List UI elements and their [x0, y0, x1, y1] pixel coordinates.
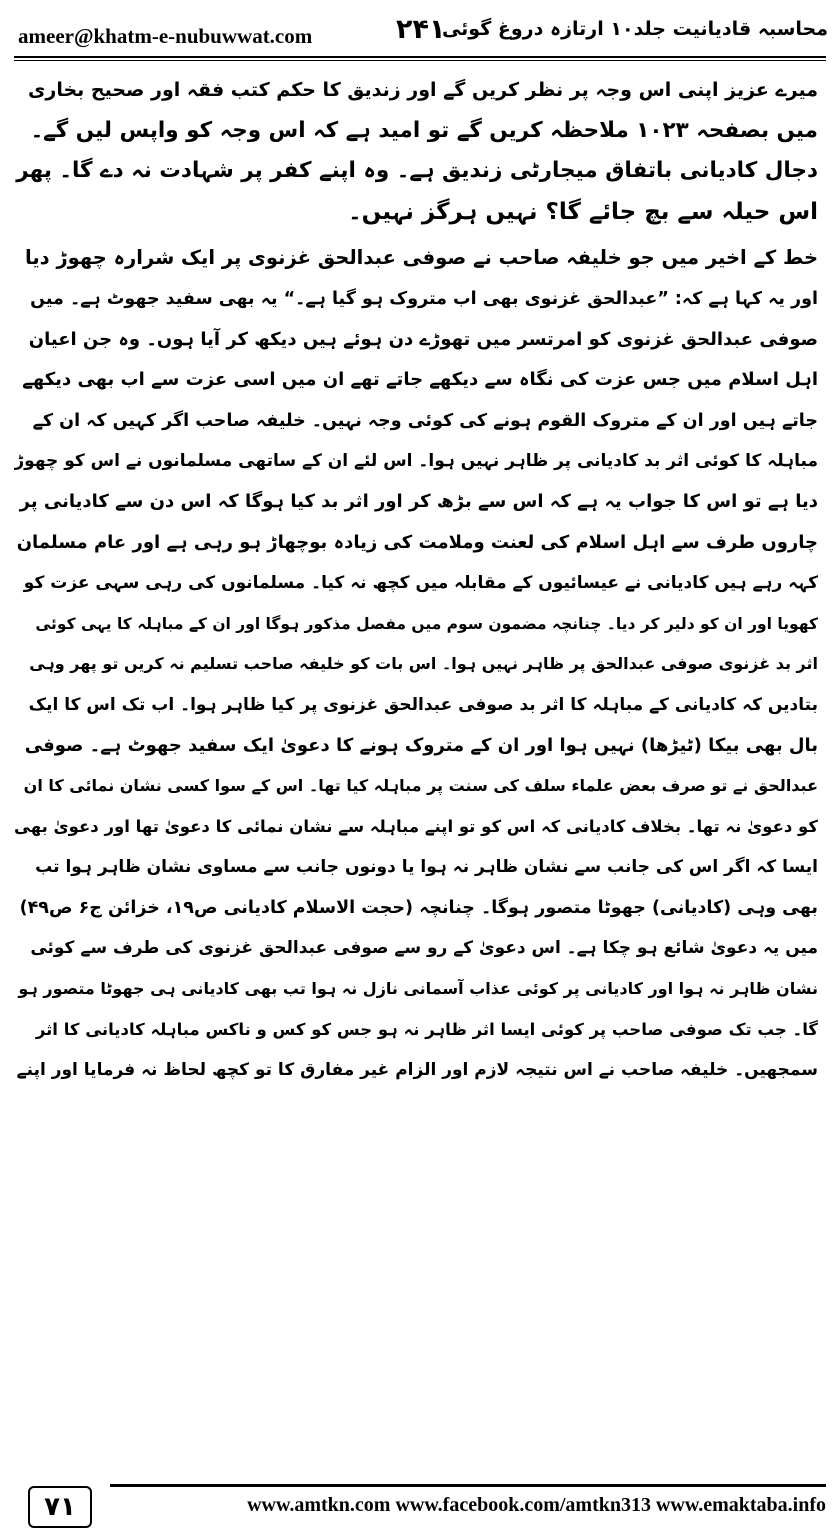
header-book-title: محاسبہ قادیانیت جلد۱۰ ارتازہ دروغ گوئی — [441, 18, 828, 40]
body-line: صوفی عبدالحق غزنوی کو امرتسر میں تھوڑے دن ہوئے ہیں دیکھ کر آیا ہوں۔ وہ جن اعیان — [28, 328, 818, 350]
body-line: نشان ظاہر نہ ہوا اور کادیانی پر کوئی عذاب آسمانی نازل نہ ہوا تب بھی کادیانی ہی جھوٹا متصور ہو — [18, 979, 818, 999]
body-line: بال بھی بیکا (ٹیڑھا) نہیں ہوا اور ان کے متروک ہونے کا دعویٰ ایک سفید جھوٹ ہے۔ صوفی — [24, 734, 818, 756]
body-line: میرے عزیز اپنی اس وجہ پر نظر کریں گے اور زندیق کا حکم کتب فقہ اور صحیح بخاری — [27, 79, 818, 101]
body-line: اور یہ کہا ہے کہ: ”عبدالحق غزنوی بھی اب متروک ہو گیا ہے۔“ یہ بھی سفید جھوٹ ہے۔ میں — [30, 288, 818, 309]
footer-page-box: ۷۱ — [28, 1486, 92, 1528]
body-line: کہہ رہے ہیں کادیانی نے عیسائیوں کے مقابلہ میں کچھ نہ کیا۔ مسلمانوں کی رہی سہی عزت کو — [23, 573, 818, 594]
header-rule-thin — [14, 60, 826, 61]
body-line: مباہلہ کا کوئی اثر بد کادیانی پر ظاہر نہیں ہوا۔ اس لئے ان کے ساتھی مسلمانوں نے اس کو چھوڑ — [14, 451, 818, 472]
body-line: دیا ہے تو اس کا جواب یہ ہے کہ اس سے بڑھ کر اور اثر بد کیا ہوگا کہ اس دن سے کادیانی پر — [19, 490, 818, 512]
body-line: گا۔ جب تک صوفی صاحب پر کوئی ایسا اثر ظاہر نہ ہو جس کو کس و ناکس مباہلہ کادیانی کا اثر — [35, 1019, 818, 1039]
body-line: دجال کادیانی باتفاق میجارٹی زندیق ہے۔ وہ اپنے کفر پر شہادت نہ دے گا۔ پھر — [16, 158, 818, 184]
body-line: بتادیں کہ کادیانی کے مباہلہ کا اثر بد صوفی عبدالحق غزنوی پر کیا ظاہر ہوا۔ اب تک اس کا ایک — [28, 694, 818, 715]
body-line: میں یہ دعویٰ شائع ہو چکا ہے۔ اس دعویٰ کے رو سے صوفی عبدالحق غزنوی کی طرف سے کوئی — [30, 938, 818, 959]
header-page-number: ۲۴۱ — [396, 14, 446, 45]
header-email: ameer@khatm-e-nubuwwat.com — [18, 24, 313, 48]
footer-rule — [110, 1484, 826, 1487]
page-footer — [14, 1484, 826, 1528]
header-rule — [14, 56, 826, 58]
body-line: میں بصفحہ ۱۰۲۳ ملاحظہ کریں گے تو امید ہے کہ اس وجہ کو واپس لیں گے۔ — [30, 117, 818, 143]
body-line: جاتے ہیں اور ان کے متروک القوم ہونے کی کوئی وجہ نہیں۔ خلیفہ صاحب اگر کہیں کہ ان کے — [32, 410, 818, 431]
body-line: چاروں طرف سے اہل اسلام کی لعنت وملامت کی زیادہ بوچھاڑ ہو رہی ہے اور عام مسلمان — [16, 531, 818, 553]
body-line: سمجھیں۔ خلیفہ صاحب نے اس نتیجہ لازم اور الزام غیر مفارق کا تو کچھ لحاظ نہ فرمایا اور اپنے — [16, 1060, 818, 1081]
body-line: اس حیلہ سے بچ جائے گا؟ نہیں ہرگز نہیں۔ — [348, 198, 818, 225]
page-header — [8, 14, 832, 54]
body-line: عبدالحق نے تو صرف بعض علماء سلف کی سنت پر مباہلہ کیا تھا۔ اس کے سوا کسی نشان نمائی کا ان — [23, 776, 818, 796]
footer-links[interactable]: www.amtkn.com www.facebook.com/amtkn313 www.emaktaba.info — [247, 1494, 826, 1516]
body-line: ایسا کہ اگر اس کی جانب سے نشان ظاہر نہ ہوا یا دونوں جانب سے مساوی نشان ظاہر ہوا تب — [35, 857, 818, 878]
body-line: کو دعویٰ نہ تھا۔ بخلاف کادیانی کہ اس کو تو اپنے مباہلہ سے نشان نمائی کا دعویٰ تھا اور دعویٰ بھی — [14, 816, 818, 836]
body-line: اہل اسلام میں جس عزت کی نگاہ سے دیکھے جاتے تھے ان میں اسی عزت سے اب بھی دیکھے — [22, 369, 818, 391]
body-line: کھویا اور ان کو دلیر کر دیا۔ چنانچہ مضمون سوم میں مفصل مذکور ہوگا اور ان کے مباہلہ کا یہی کوئی — [35, 614, 818, 633]
page-body — [14, 70, 818, 1091]
body-line: خط کے اخیر میں جو خلیفہ صاحب نے صوفی عبدالحق غزنوی پر ایک شرارہ چھوڑ دیا — [25, 246, 818, 270]
body-line: اثر بد غزنوی صوفی عبدالحق پر ظاہر نہیں ہوا۔ اس بات کو خلیفہ صاحب تسلیم نہ کریں تو پھر وہی — [29, 654, 818, 674]
body-line: بھی وہی (کادیانی) جھوٹا متصور ہوگا۔ چنانچہ (حجت الاسلام کادیانی ص۱۹، خزائن ج۶ ص۴۹) — [19, 897, 818, 918]
